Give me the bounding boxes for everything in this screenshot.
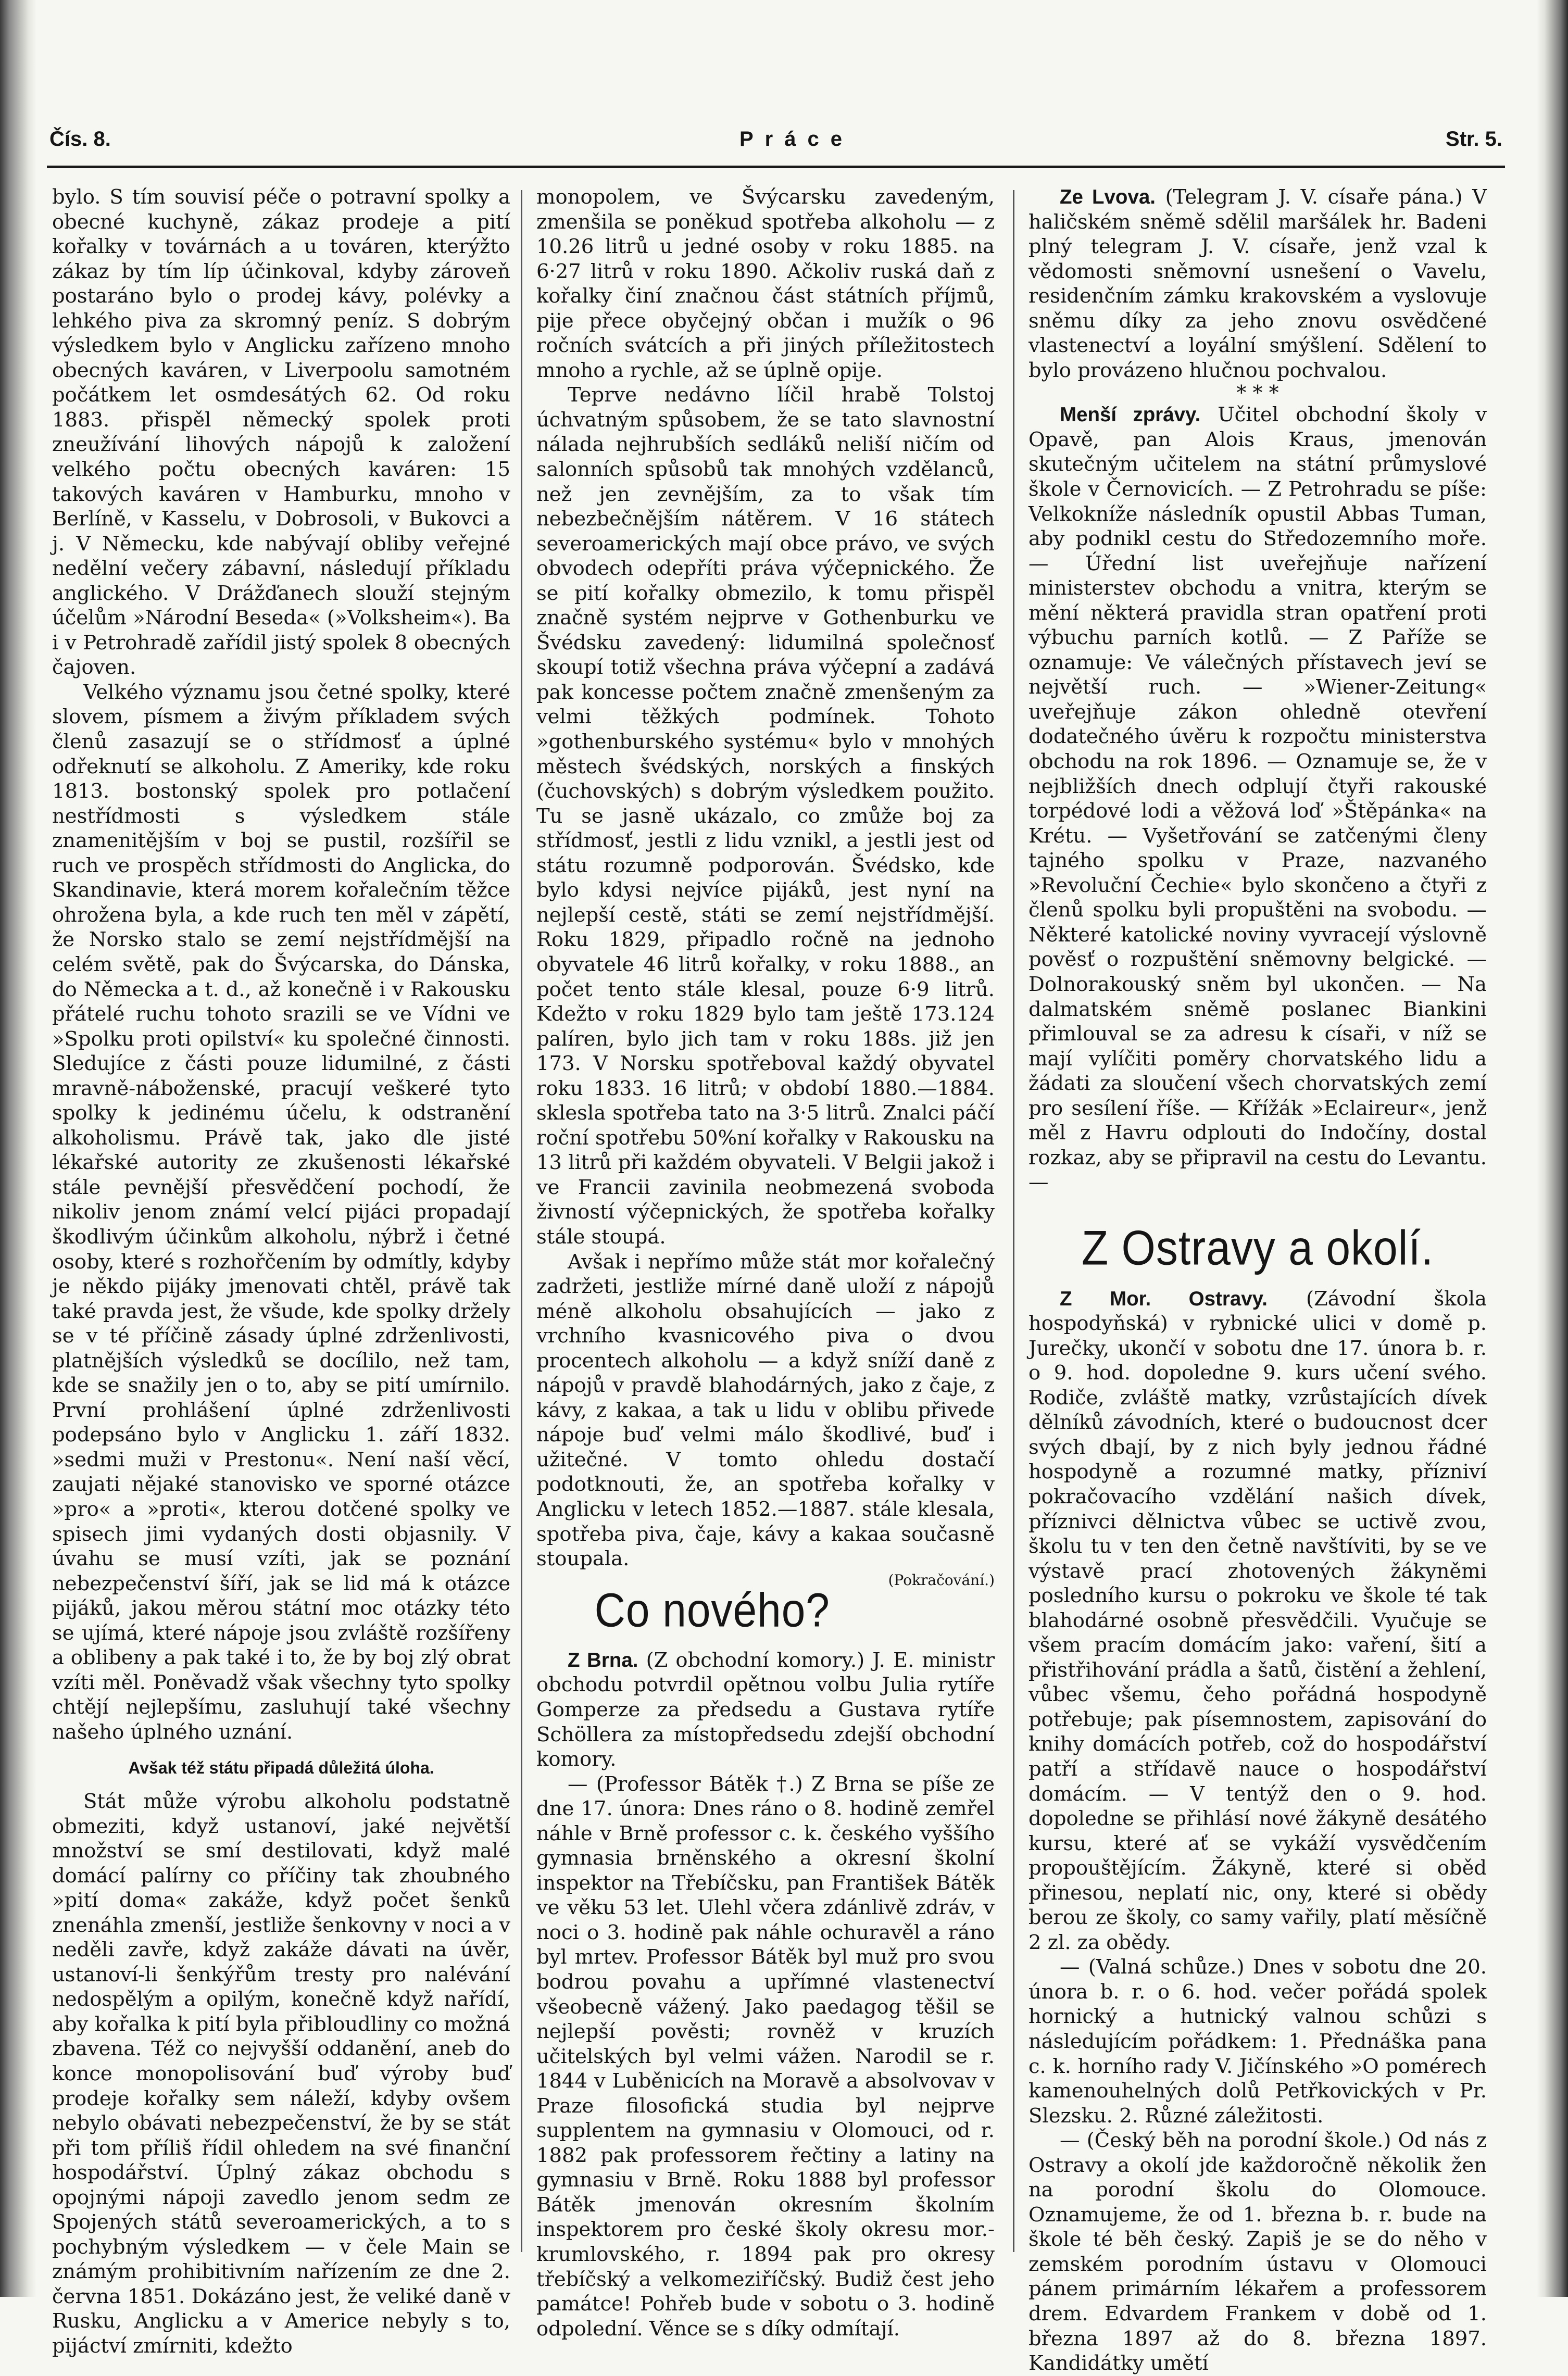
article-paragraph: — (Professor Bátěk †.) Z Brna se píše ze dne 17. února: Dnes ráno o 8. hodině zemřel náhle v Brně professor c. k. českého vyššího gymnasia brněnského a okresní školní inspektor na Třebíčsku, pan František Bátěk ve věku 53 let. Ulehl včera zdánlivě zdráv, v noci o 3. hodině pak náhle ochuravěl a ráno byl mrtev. Professor Bátěk byl muž pro svou bodrou povahu a upřímné vlastenectví všeobecně vážený. Jako paedagog těšil se nejlepší pověsti; rovněž v kruzích učitelských byl velmi vážen. Narodil se r. 1844 v Luběnicích na Moravě a absolvovav v Praze filosofická studia byl nejprve supplentem na gymnasiu v Olomouci, od r. 1882 pak professorem řečtiny a latiny na gymnasiu v Brně. Roku 1888 byl professor Bátěk jmenován okresním školním inspektorem pro české školy okresu mor.-krumlovského, r. 1894 pak pro okresy třebíčský a velkomeziříčský. Budiž čest jeho památce! Pohřeb bude v sobotu o 3. hodině odpolední. Věnce se s díky odmítají. xyxy=(536,1772,995,2341)
news-lead-brno: Z Brna. xyxy=(568,1649,638,1671)
article-paragraph: — (Valná schůze.) Dnes v sobotu dne 20. února b. r. o 6. hod. večer pořádá spolek hornický a hutnický valnou schůzi s následujícím pořádkem: 1. Přednáška pana c. k. horního rady V. Jičínského »O pomérech kamenouhelných dolů Petřkovických v Pr. Slezsku. 2. Různé záležitosti. xyxy=(1028,1955,1487,2128)
news-lead-short: Menší zprávy. xyxy=(1060,404,1201,426)
section-subheading: Avšak též státu připadá důležitá úloha. xyxy=(128,1758,434,1778)
news-lead-lvov: Ze Lvova. xyxy=(1060,186,1156,208)
news-text: (Z obchodní komory.) J. E. ministr obchodu potvrdil opětnou volbu Julia rytíře Gomperze za předsedu a Gustava rytíře Schöllera za místopředsedu zdejší obchodní komory. xyxy=(536,1648,995,1771)
column-2 xyxy=(536,185,995,2341)
news-text: (Závodní škola hospodyňská) v rybnické ulici v domě p. Jurečky, ukončí v sobotu dne 17. února b. r. o 9. hod. dopoledne 9. kurs učení svého. Rodiče, zvláště matky, vzrůstajících dívek dělníků závodních, které o budoucnost dcer svých dbají, by z nich byly jednou řádné hospodyně a rozumné matky, přízniví pokračovacího vzdělání našich dívek, příznivci dělnictva vůbec se uctivě zvou, školu tu v ten den četně navštíviti, by se ve výstavě prací zhotovených žákyněmi posledního kursu o pokroku ve škole té tak blahodárné osobně přesvědčili. Vyučuje se všem pracím domácím jako: vaření, šití a přistřihování prádla a šatů, čistění a žehlení, vůbec všemu, čeho pořádná hospodyně potřebuje; pak písemnostem, zapisování do knihy domácích potřeb, což do hospodářství patří a střídavě nauce o hospodářství domácím. — V tentýž den o 9. hod. dopoledne se přihlásí nové žákyně desátého kursu, které ať se vykáží vysvědčením propouštějícím. Žákyně, které si oběd přinesou, neplatí nic, ony, které si obědy berou ze školy, co samy vařily, platí měsíčně 2 zl. za obědy. xyxy=(1028,1287,1487,1954)
news-item-lvov xyxy=(1028,185,1487,383)
header-rule xyxy=(47,166,1505,168)
news-lead-ostrava: Z Mor. Ostravy. xyxy=(1060,1287,1268,1310)
section-heading-news: Co nového? xyxy=(594,1583,830,1637)
page-edge-left xyxy=(0,0,36,2297)
column-rule-2 xyxy=(1013,190,1014,2252)
news-item-short xyxy=(1028,403,1487,1195)
page-edge-right xyxy=(1537,0,1568,2297)
news-item-ostrava xyxy=(1028,1287,1487,1955)
article-paragraph: monopolem, ve Švýcarsku zavedeným, zmenšila se poněkud spotřeba alkoholu — z 10.26 litrů u jedné osoby v roku 1885. na 6·27 litrů v roku 1890. Ačkoliv ruská daň z kořalky činí značnou část státních příjmů, pije přece obyčejný občan i mužík o 96 ročních svátcích a při jiných příležitostech mnoho a rychle, až se úplně opije. xyxy=(536,185,995,382)
news-item-brno xyxy=(536,1648,995,1772)
issue-number: Čís. 8. xyxy=(49,128,111,150)
news-text: Učitel obchodní školy v Opavě, pan Alois Kraus, jmenován skutečným učitelem na státní průmyslové škole v Černovicích. — Z Petrohradu se píše: Velkokníže následník opustil Abbas Tuman, aby podnikl cestu do Středozemního moře. — Úřední list uveřejňuje nařízení ministerstev obchodu a vnitra, kterým se mění některá pravidla stran opatření proti výbuchu parních kotlů. — Z Paříže se oznamuje: Ve válečných přístavech jeví se největší ruch. — »Wiener-Zeitung« uveřejňuje zákon ohledně otevření dodatečného úvěru k rozpočtu ministerstva obchodu na rok 1896. — Oznamuje se, že v nejbližších dnech odplují čtyři rakouské torpédové lodi a věžová loď »Štěpánka« na Krétu. — Vyšetřování se zatčenými členy tajného spolku v Praze, nazvaného »Revoluční Čechie« bylo skončeno a čtyři z členů spolku byli propuštěni na svobodu. — Některé katolické noviny vyvracejí výslovně pověsť o rozpuštění sněmovny belgické. — Dolnorakouský sněm byl ukončen. — Na dalmatském sněmě poslanec Biankini přimlouval se za adresu k císaři, v níž se mají vylíčiti poměry chorvatského lidu a žádati za sloučení všech chorvatských zemí pro sesílení říše. — Křížák »Eclaireur«, jenž měl z Havru odplouti do Indočíny, dostal rozkaz, aby se připravil na cestu do Levantu. — xyxy=(1028,403,1487,1195)
article-paragraph: Velkého významu jsou četné spolky, které slovem, písmem a živým příkladem svých členů zasazují se o střídmosť a úplné odřeknutí se alkoholu. Z Ameriky, kde roku 1813. bostonský spolek pro potlačení nestřídmosti s výsledkem stále znamenitějším v boj se pustil, rozšířil se ruch ve prospěch střídmosti do Anglicka, do Skandinavie, která morem kořalečním těžce ohrožena byla, a kde ruch ten měl v zápětí, že Norsko stalo se zemí nejstřídmější na celém světě, pak do Švýcarska, do Dánska, do Německa a t. d., až konečně i v Rakousku přátelé ruchu tohoto srazili se ve Vídni ve »Spolku proti opilství« ku společné činnosti. Sledujíce z části pouze lidumilné, z části mravně-náboženské, pracují veškeré tyto spolky k jedinému účelu, k odstranění alkoholismu. Právě tak, jako dle jisté lékařské autority ze zkušenosti lékařské stále pevnější přesvědčení pochodí, že nikoliv jenom známí velcí pijáci propadají škodlivým účinkům alkoholu, nýbrž i četné osoby, které s rozhořčením by odmítly, kdyby je někdo pijáky jmenovati chtěl, právě tak také pravda jest, že všude, kde spolky držely se v té příčině zásady úplné zdrženlivosti, platnějších výsledků se docílilo, než tam, kde se snažily jen o to, aby se pití umírnilo. První prohlášení úplné zdrženlivosti podepsáno bylo v Anglicku 1. září 1832. »sedmi muži v Prestonu«. Není naší věcí, zaujati nějaké stanovisko ve sporné otázce »pro« a »proti«, kterou dotčené spolky ve spisech jimi vydaných dosti objasnily. V úvahu se musí vzíti, jak se poznání nebezpečenství šíří, jak se lid má k otázce pijáků, jakou měrou státní moc otázky této se ujímá, které nápoje jsou zvláště rozšířeny a oblibeny a pak také i to, že by boj zlý obrat vzíti měl. Poněvadž však všechny tyto spolky chtějí nejlepšímu, zasluhují také všechny našeho úplného uznání. xyxy=(52,680,510,1744)
article-paragraph: Stát může výrobu alkoholu podstatně obmeziti, když ustanoví, jaké největší množství se smí destilovati, když malé domácí palírny co příčiny tak zhoubného »pití doma« zakáže, když počet šenků znenáhla zmenší, jestliže šenkovny v noci a v neděli zavře, když zakáže dávati na úvěr, ustanoví-li šenkýřům tresty pro nalévání nedospělým a opilým, konečně když nařídí, aby kořalka k pití byla přibloudliny co možná zbavena. Též co nejvyšší oddanění, aneb do konce monopolisování buď výroby buď prodeje kořalky sem náleží, kdyby ovšem nebylo obávati nebezpečenství, že by se stát při tom příliš řídil ohledem na své finanční hospodářství. Úplný zákaz obchodu s opojnými nápoji zavedlo jenom sedm ze Spojených států severoamerických, a to s pochybným výsledkem — v čele Main se známým prohibitivním nařízením ze dne 2. června 1851. Dokázáno jest, že veliké daně v Rusku, Anglicku a v Americe nebyly s to, pijáctví zmírniti, kdežto xyxy=(52,1789,510,2358)
page-header xyxy=(47,128,1505,164)
continued-note: (Pokračování.) xyxy=(888,1571,995,1589)
news-text: (Telegram J. V. císaře pána.) V haličském sněmě sdělil maršálek hr. Badeni plný telegram J. V. císaře, jenž vzal k vědomosti sněmovní usnešení o Vavelu, residenčním zámku krakovském a vyslovuje sněmu díky za jeho znovu osvědčené vlastenectví a loyální smýšlení. Sdělení to bylo provázeno hlučnou pochvalou. xyxy=(1028,185,1487,382)
column-3 xyxy=(1028,185,1487,2375)
article-paragraph: bylo. S tím souvisí péče o potravní spolky a obecné kuchyně, zákaz prodeje a pití kořalky v továrnách a u továren, kterýžto zákaz by tím líp účinkoval, kdyby zároveň postaráno bylo o prodej kávy, polévky a lehkého piva za skromný peníz. S dobrým výsledkem bylo v Anglicku zařízeno mnoho obecných kaváren, v Liverpoolu samotném počátkem let osmdesátých 62. Od roku 1883. přispěl německý spolek proti zneužívání lihových nápojů k založení velkého počtu obecných kaváren: 15 takových kaváren v Hamburku, mnoho v Berlíně, v Kasselu, v Dobrosoli, v Bukovci a j. V Německu, kde nabývají obliby veřejné nedělní večery zábavní, následují příkladu anglického. V Drážďanech slouží stejným účelům »Národní Beseda« (»Volksheim«). Ba i v Petrohradě zařídil jistý spolek 8 obecných čajoven. xyxy=(52,185,510,680)
newspaper-title: Práce xyxy=(739,128,854,150)
asterisk-divider: * * * xyxy=(1236,381,1279,405)
section-heading-ostrava: Z Ostravy a okolí. xyxy=(1081,1220,1434,1275)
page-number: Str. 5. xyxy=(1446,128,1502,150)
column-1 xyxy=(52,185,510,2358)
column-rule-1 xyxy=(521,190,522,2252)
article-paragraph: — (Český běh na porodní škole.) Od nás z Ostravy a okolí jde každoročně několik žen na porodní školu do Olomouce. Oznamujeme, že od 1. března b. r. bude na škole té běh český. Zapiš je se do něho v zemském porodním ústavu v Olomouci pánem primárním lékařem a professorem drem. Edvardem Frankem v době od 1. března 1897 až do 8. března 1897. Kandidátky umětí xyxy=(1028,2129,1487,2375)
article-paragraph: Teprve nedávno líčil hrabě Tolstoj úchvatným spůsobem, že se tato slavnostní nálada nejhrubších sedláků neliší ničím od salonních spůsobů tak mnohých vzdělanců, než jen zevnějším, za to však tím nebezbečnějším nátěrem. V 16 státech severoamerických mají obce právo, ve svých obvodech odepříti práva výčepnického. Že se pití kořalky obmezilo, k tomu přispěl značně systém nejprve v Gothenburku ve Švédsku zavedený: lidumilná společnosť skoupí totiž všechna práva výčepní a zadává pak koncesse počtem značně zmenšeným za velmi těžkých podmínek. Tohoto »gothenburského systému« bylo v mnohých městech švédských, norských a finských (čuchovských) s dobrým výsledkem použito. Tu se jasně ukázalo, co zmůže boj za střídmosť, jestli z lidu vznikl, a jestli jest od státu rozumně podporován. Švédsko, kde bylo kdysi nejvíce pijáků, jest nyní na nejlepší cestě, státi se zemí nejstřídmější. Roku 1829, připadlo ročně na jednoho obyvatele 46 litrů kořalky, v roku 1888., an počet tento stále klesal, pouze 6·9 litrů. Kdežto v roku 1829 bylo tam ještě 173.124 palíren, bylo jich tam v roku 188s. již jen 173. V Norsku spotřeboval každý obyvatel roku 1833. 16 litrů; v období 1880.—1884. sklesla spotřeba tato na 3·5 litrů. Znalci páčí roční spotřebu 50%ní kořalky v Rakousku na 13 litrů při každém obyvateli. V Belgii jakož i ve Francii zavinila neobmezená svoboda živností výčepnických, že spotřeba kořalky stále stoupá. xyxy=(536,383,995,1249)
article-paragraph: Avšak i nepřímo může stát mor kořalečný zadržeti, jestliže mírné daně uloží z nápojů méně alkoholu obsahujících — jako z vrchního kvasnicového piva o dvou procentech alkoholu — a když sníží daně z nápojů v pravdě blahodárných, jako z čaje, z kávy, z kakaa, a tak u lidu v oblibu přivede nápoje buď velmi málo škodlivé, buď i užitečné. V tomto ohledu dostačí podotknouti, že, an spotřeba kořalky v Anglicku v letech 1852.—1887. stále klesala, spotřeba piva, čaje, kávy a kakaa současně stoupala. xyxy=(536,1250,995,1571)
